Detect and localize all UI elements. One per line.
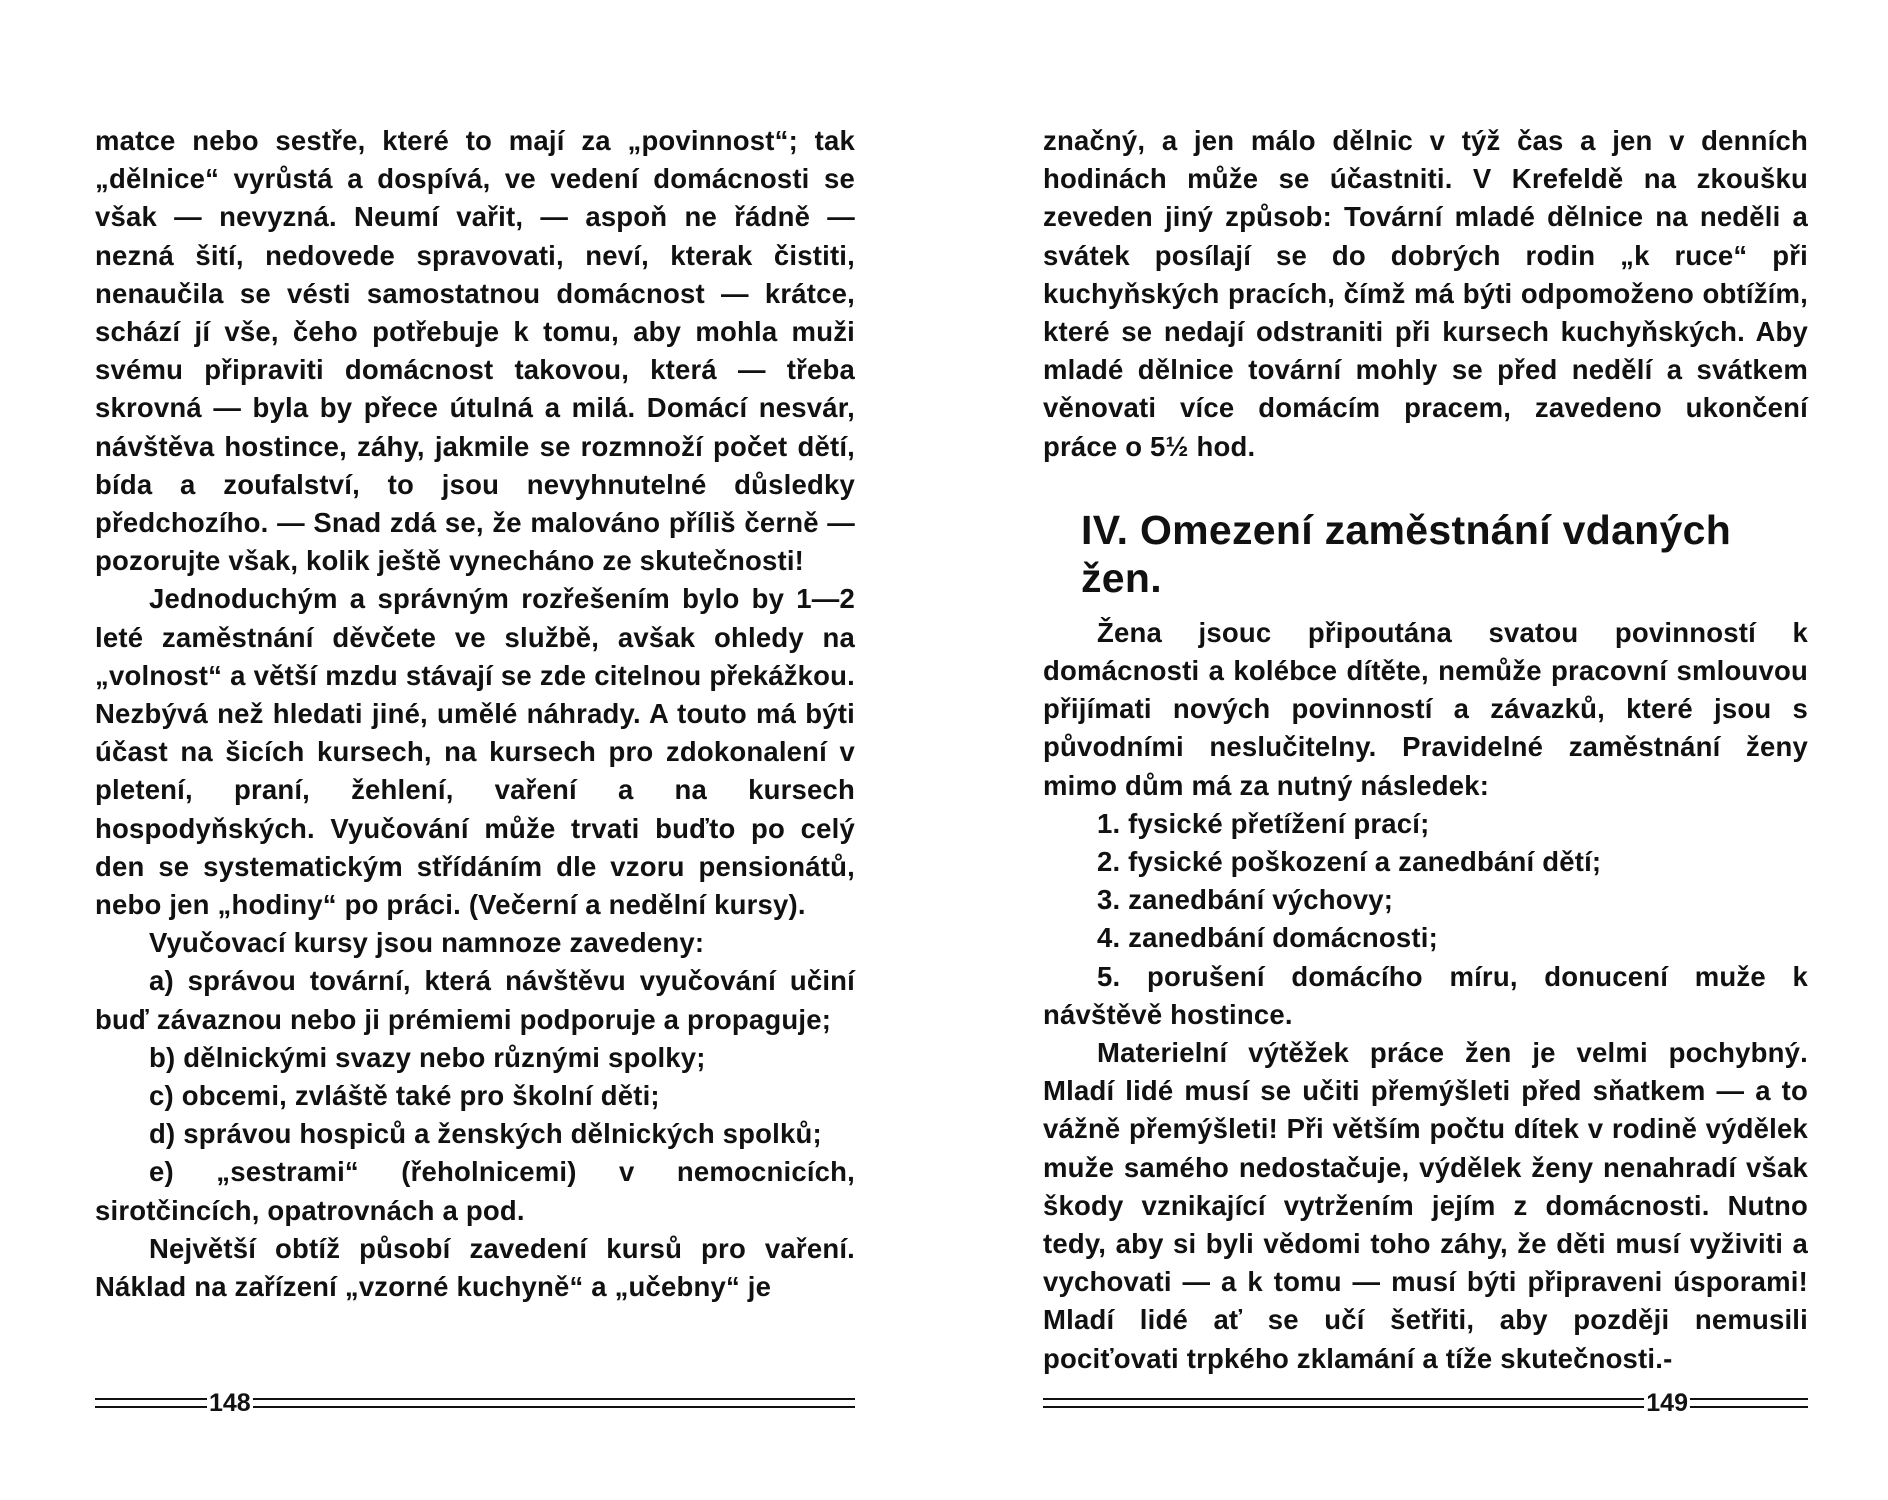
list-item-a: a) správou tovární, která návštěvu vyučování učiní buď závaznou nebo ji prémiemi podporuje a propaguje; bbox=[95, 965, 855, 1035]
enum-item-4: 4. zanedbání domácnosti; bbox=[1097, 922, 1438, 954]
left-paragraph-1: matce nebo sestře, které to mají za „povinnost“; tak „dělnice“ vyrůstá a dospívá, ve vedení domácnosti se však — nevyzná. Neumí vařit, — aspoň ne řádně — nezná šití, nedovede spravovati, neví, kterak čistiti, nenaučila se vésti samostatnou domácnost — krátce, schází jí vše, čeho potřebuje k tomu, aby mohla muži svému připraviti domácnost takovou, která — třeba skrovná — byla by přece útulná a milá. Domácí nesvár, návštěva hostince, záhy, jakmile se rozmnoží počet dětí, bída a zoufalství, to jsou nevyhnutelné důsledky předchozího. — Snad zdá se, že malováno příliš černě — pozorujte však, kolik ještě vynecháno ze skutečnosti! bbox=[95, 125, 855, 577]
page-number-left: 148 bbox=[209, 1389, 251, 1417]
footer-rule-right bbox=[1690, 1398, 1808, 1408]
list-item-c: c) obcemi, zvláště také pro školní děti; bbox=[149, 1080, 660, 1112]
right-opening-paragraph: značný, a jen málo dělnic v týž čas a jen v denních hodinách může se účastniti. V Krefeldě na zkoušku zeveden jiný způsob: Tovární mladé dělnice na neděli a svátek posílají se do dobrých rodin „k ruce“ při kuchyňských pracích, čímž má býti odpomoženo obtížím, které se nedají odstraniti při kursech kuchyňských. Aby mladé dělnice tovární mohly se před nedělí a svátkem věnovati více domácím pracem, zavedeno ukončení práce o 5½ hod. bbox=[1043, 125, 1808, 462]
enum-item-5: 5. porušení domácího míru, donucení muže k návštěvě hostince. bbox=[1043, 960, 1808, 1030]
left-page-text bbox=[95, 122, 855, 1306]
right-page bbox=[1043, 0, 1808, 1500]
right-page-footer bbox=[1043, 1389, 1808, 1417]
page-number-right: 149 bbox=[1646, 1389, 1688, 1417]
list-item-b: b) dělnickými svazy nebo různými spolky; bbox=[149, 1041, 706, 1073]
list-item-d: d) správou hospiců a ženských dělnických spolků; bbox=[149, 1118, 822, 1150]
right-paragraph-1: Žena jsouc připoutána svatou povinností k domácnosti a kolébce dítěte, nemůže pracovní smlouvou přijímati nových povinností a závazků, které jsou s původními neslučitelny. Pravidelné zaměstnání ženy mimo dům má za nutný následek: bbox=[1043, 616, 1808, 801]
enum-item-3: 3. zanedbání výchovy; bbox=[1097, 884, 1394, 916]
left-closing-paragraph: Největší obtíž působí zavedení kursů pro vaření. Náklad na zařízení „vzorné kuchyně“ a „učebny“ je bbox=[95, 1232, 855, 1303]
list-item-e: e) „sestrami“ (řeholnicemi) v nemocnicích, sirotčincích, opatrovnách a pod. bbox=[95, 1156, 855, 1226]
left-paragraph-3: Vyučovací kursy jsou namnoze zavedeny: bbox=[149, 927, 705, 959]
left-paragraph-2: Jednoduchým a správným rozřešením bylo by 1—2 leté zaměstnání děvčete ve službě, avšak ohledy na „volnost“ a větší mzdu stávají se zde citelnou překážkou. Nezbývá než hledati jiné, umělé náhrady. A touto má býti účast na šicích kursech, na kursech pro zdokonalení v pletení, praní, žehlení, vaření a na kursech hospodyňských. Vyučování může trvati buďto po celý den se systematickým střídáním dle vzoru pensionátů, nebo jen „hodiny“ po práci. (Večerní a nedělní kursy). bbox=[95, 583, 855, 921]
right-paragraph-2: Materielní výtěžek práce žen je velmi pochybný. Mladí lidé musí se učiti přemýšleti před sňatkem — a to vážně přemýšleti! Při větším počtu dítek v rodině výdělek muže samého nedostačuje, výdělek ženy nenahradí však škody vznikající vytržením jejím z domácnosti. Nutno tedy, aby si byli vědomi toho záhy, že děti musí vyživiti a vychovati — a k tomu — musí býti připraveni úsporami! Mladí lidé ať se učí šetřiti, aby později nemusili pociťovati trpkého zklamání a tíže skutečnosti.- bbox=[1043, 1037, 1808, 1374]
left-page-footer bbox=[95, 1389, 855, 1417]
enum-item-1: 1. fysické přetížení prací; bbox=[1097, 807, 1430, 839]
left-page bbox=[95, 0, 855, 1500]
footer-rule-left bbox=[1043, 1398, 1644, 1408]
section-heading: IV. Omezení zaměstnání vdaných žen. bbox=[1081, 506, 1732, 601]
footer-rule-right bbox=[253, 1398, 855, 1408]
footer-rule-left bbox=[95, 1398, 207, 1408]
right-page-text bbox=[1043, 122, 1808, 1378]
enum-item-2: 2. fysické poškození a zanedbání dětí; bbox=[1097, 846, 1602, 878]
